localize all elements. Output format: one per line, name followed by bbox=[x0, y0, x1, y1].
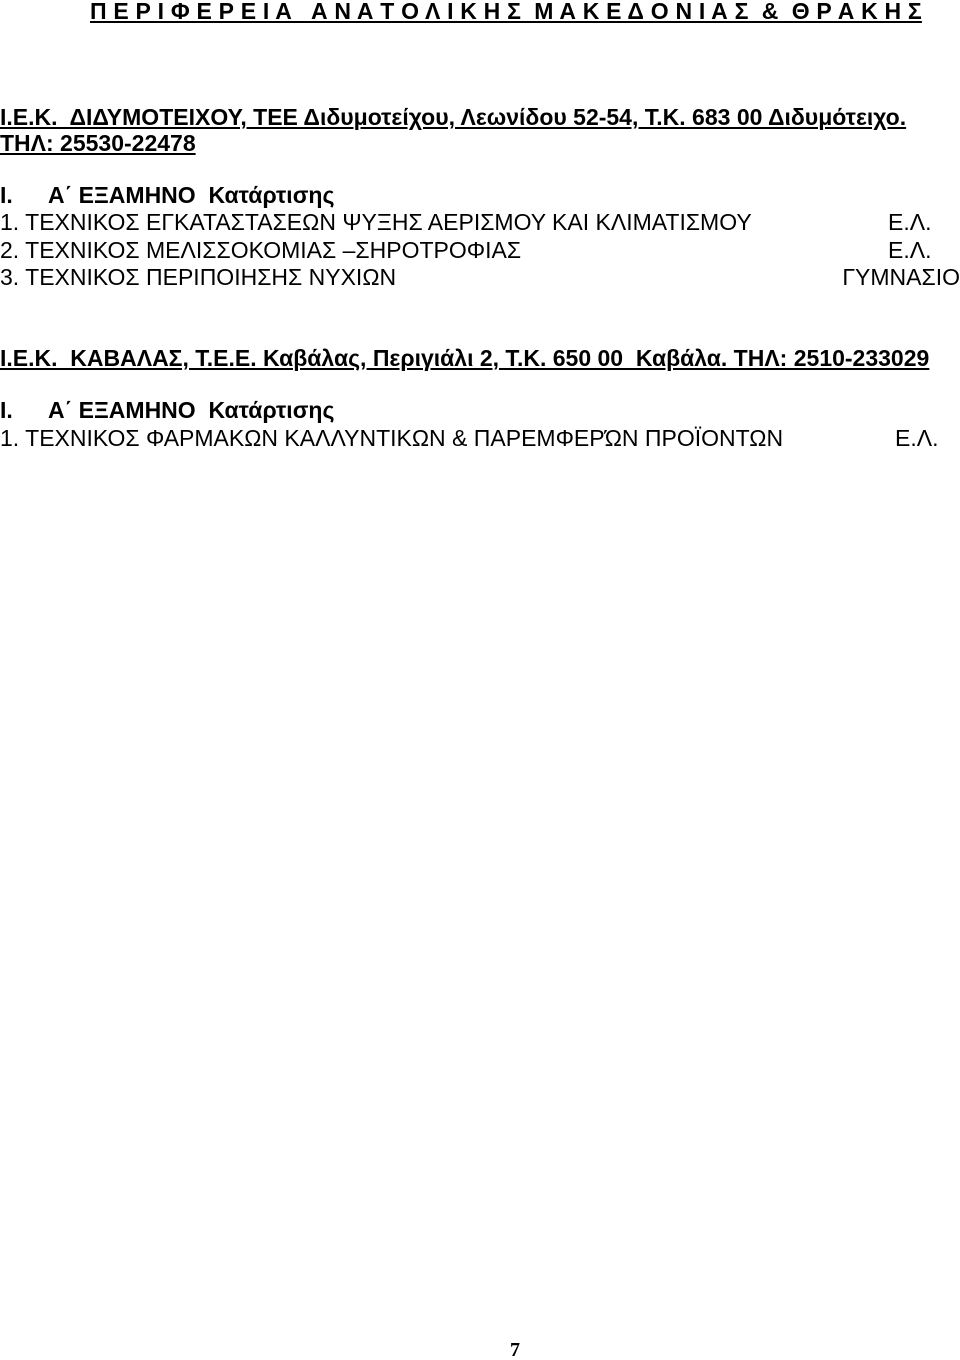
institute-address: Ι.Ε.Κ. ΔΙΔΥΜΟΤΕΙΧΟΥ, ΤΕΕ Διδυμοτείχου, Λεωνίδου 52-54, Τ.Κ. 683 00 Διδυμότειχο. bbox=[0, 104, 907, 130]
specialty-designation: ΓΥΜΝΑΣΙΟ bbox=[842, 264, 960, 290]
specialty-row bbox=[0, 427, 960, 450]
specialty-row bbox=[0, 239, 960, 262]
specialty-designation: Ε.Λ. bbox=[888, 237, 932, 263]
semester-numeral: I. bbox=[0, 397, 13, 423]
specialty-row bbox=[0, 266, 960, 289]
specialty-title: 1. ΤΕΧΝΙΚΟΣ ΦΑΡΜΑΚΩΝ ΚΑΛΛΥΝΤΙΚΩΝ & ΠΑΡΕΜΦΕΡΏΝ ΠΡΟΪΟΝΤΩΝ bbox=[0, 425, 784, 451]
specialty-title: 3. ΤΕΧΝΙΚΟΣ ΠΕΡΙΠΟΙΗΣΗΣ ΝΥΧΙΩΝ bbox=[0, 264, 397, 290]
semester-label: Α΄ ΕΞΑΜΗΝΟ Κατάρτισης bbox=[48, 182, 335, 208]
specialty-row bbox=[0, 211, 960, 234]
specialty-designation: Ε.Λ. bbox=[895, 425, 939, 451]
semester-numeral: I. bbox=[0, 182, 13, 208]
specialty-designation: Ε.Λ. bbox=[888, 209, 932, 235]
institute-address: Ι.Ε.Κ. ΚΑΒΑΛΑΣ, Τ.Ε.Ε. Καβάλας, Περιγιάλι 2, Τ.Κ. 650 00 Καβάλα. ΤΗΛ: 2510-233029 bbox=[0, 345, 930, 371]
region-heading: Π Ε Ρ Ι Φ Ε Ρ Ε Ι Α Α Ν Α Τ Ο Λ Ι Κ Η Σ Μ Α Κ Ε Δ Ο Ν Ι Α Σ & Θ Ρ Α Κ Η Σ bbox=[90, 0, 922, 24]
page-number: 7 bbox=[510, 1339, 520, 1360]
semester-heading bbox=[0, 399, 960, 422]
semester-heading bbox=[0, 184, 960, 207]
specialty-title: 2. ΤΕΧΝΙΚΟΣ ΜΕΛΙΣΣΟΚΟΜΙΑΣ –ΣΗΡΟΤΡΟΦΙΑΣ bbox=[0, 237, 522, 263]
institute-phone: ΤΗΛ: 25530-22478 bbox=[0, 130, 196, 156]
specialty-title: 1. ΤΕΧΝΙΚΟΣ ΕΓΚΑΤΑΣΤΑΣΕΩΝ ΨΥΞΗΣ ΑΕΡΙΣΜΟΥ ΚΑΙ ΚΛΙΜΑΤΙΣΜΟΥ bbox=[0, 209, 752, 235]
semester-label: Α΄ ΕΞΑΜΗΝΟ Κατάρτισης bbox=[48, 397, 335, 423]
